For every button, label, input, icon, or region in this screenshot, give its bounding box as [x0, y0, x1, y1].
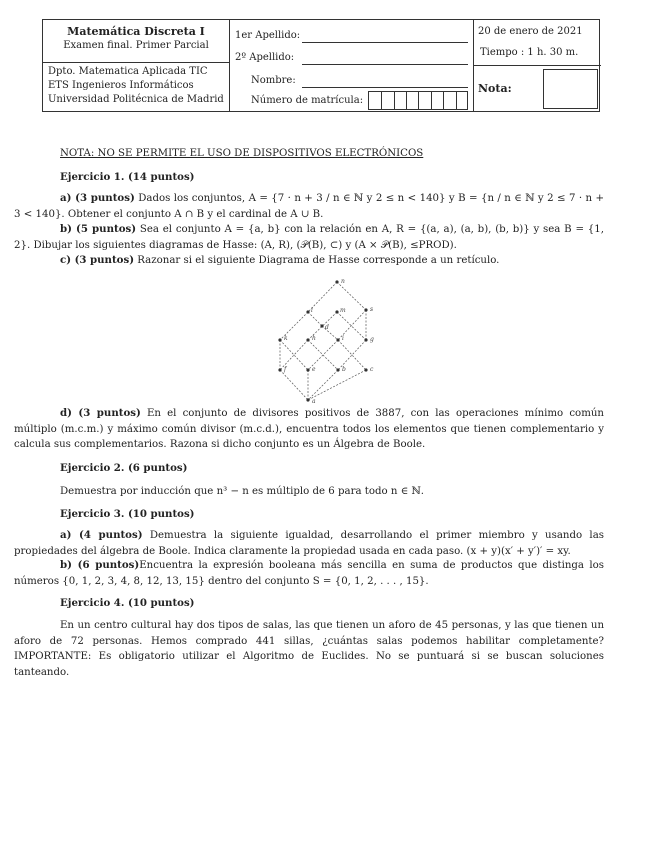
ex1-part-c [14, 253, 604, 269]
course-title: Matemática Discreta I [67, 25, 205, 38]
ex3-title: Ejercicio 3. (10 puntos) [60, 508, 195, 520]
hasse-label: b [342, 366, 346, 373]
hasse-label: c [370, 366, 374, 373]
ex1-title: Ejercicio 1. (14 puntos) [60, 171, 195, 183]
ex4-title: Ejercicio 4. (10 puntos) [60, 597, 195, 609]
ex1-a-label: a) (3 puntos) [60, 192, 135, 204]
ex1-c-label: c) (3 puntos) [60, 254, 135, 266]
ex3-part-a [14, 528, 604, 559]
dept-line: Dpto. Matematica Aplicada TIC [48, 66, 208, 77]
hasse-label: a [312, 398, 316, 405]
ex3-a-label: a) (4 puntos) [60, 529, 143, 541]
ex2-title: Ejercicio 2. (6 puntos) [60, 462, 188, 474]
ex1-c-text: Razonar si el siguiente Diagrama de Hasse corresponde a un retículo. [137, 255, 500, 266]
ex2-text: Demuestra por inducción que n³ − n es múltiplo de 6 para todo n ∈ ℕ. [60, 486, 425, 497]
ex1-b-label: b) (5 puntos) [60, 223, 137, 235]
hasse-label: i [342, 335, 344, 342]
ex3-a-text: Demuestra la siguiente igualdad, desarrollando el primer miembro y usando las propiedades del álgebra de Boole. Indica claramente la propiedad usada en cada paso. (x + y)(x′ + y′)′ = xy. [14, 530, 604, 557]
exam-date: 20 de enero de 2021 [478, 26, 583, 37]
ex1-a-text: Dados los conjuntos, A = {7 · n + 3 / n ∈ ℕ y 2 ≤ n < 140} y B = {n / n ∈ ℕ y 2 ≤ 7 · n + 3 < 140}. Obtener el conjunto A ∩ B y el cardinal de A ∪ B. [14, 193, 605, 220]
hasse-label: m [340, 307, 346, 314]
exam-body [14, 0, 604, 848]
hasse-edges [280, 282, 366, 400]
ex1-part-d [14, 406, 604, 453]
ex3-b-label: b) (6 puntos) [60, 559, 140, 571]
hasse-label: n [341, 278, 345, 285]
ex1-part-a [14, 191, 604, 222]
hasse-label: k [284, 335, 288, 342]
ex1-part-b [14, 222, 604, 253]
ex1-d-label: d) (3 puntos) [60, 407, 141, 419]
hasse-diagram [262, 274, 382, 406]
matricula-label: Número de matrícula: [251, 95, 364, 106]
apellido2-label: 2º Apellido: [235, 52, 295, 63]
ex3-b-text: Encuentra la expresión booleana más sencilla en suma de productos que distinga los números {0, 1, 2, 3, 4, 8, 12, 13, 15} dentro del conjunto S = {0, 1, 2, . . . , 15}. [14, 560, 604, 587]
exam-subtitle: Examen final. Primer Parcial [63, 40, 209, 51]
ex1-b-text: Sea el conjunto A = {a, b} con la relación en A, R = {(a, a), (a, b), (b, b)} y sea B = {1, 2}. Dibujar los siguientes diagramas de Hasse: (A, R), (𝒫(B), ⊂) y (A × 𝒫(B), ≤PROD). [14, 224, 604, 251]
apellido1-label: 1er Apellido: [235, 30, 301, 41]
nombre-label: Nombre: [251, 75, 296, 86]
hasse-label: l [311, 307, 313, 314]
ex4-text: En un centro cultural hay dos tipos de salas, las que tienen un aforo de 45 personas, y las que tienen un aforo de 72 personas. Hemos comprado 441 sillas, ¿cuántas salas podemos habilitar completamente? IMPORTANTE: Es obligatorio utilizar el Algoritmo de Euclides. No se puntuará si se buscan soluciones tanteando. [14, 620, 604, 678]
hasse-label: e [312, 366, 316, 373]
hasse-nodes [278, 280, 367, 401]
exam-time: Tiempo : 1 h. 30 m. [480, 47, 579, 58]
dept-line: Universidad Politécnica de Madrid [48, 94, 224, 105]
hasse-label: f [284, 366, 287, 373]
hasse-label: d [325, 324, 329, 331]
ex1-d-text: En el conjunto de divisores positivos de 3887, con las operaciones mínimo común múltiplo (m.c.m.) y máximo común divisor (m.c.d.), encuentra todos los elementos que tienen complementario y calcula sus complementarios. Razona si dicho conjunto es un Álgebra de Boole. [14, 408, 604, 450]
nota-label: Nota: [478, 82, 512, 95]
hasse-label: g [370, 336, 374, 343]
hasse-label: s [370, 306, 374, 313]
notice: NOTA: NO SE PERMITE EL USO DE DISPOSITIVOS ELECTRÓNICOS [60, 148, 424, 159]
ex3-part-b [14, 558, 604, 589]
dept-line: ETS Ingenieros Informáticos [48, 80, 194, 91]
hasse-label: h [312, 335, 316, 342]
